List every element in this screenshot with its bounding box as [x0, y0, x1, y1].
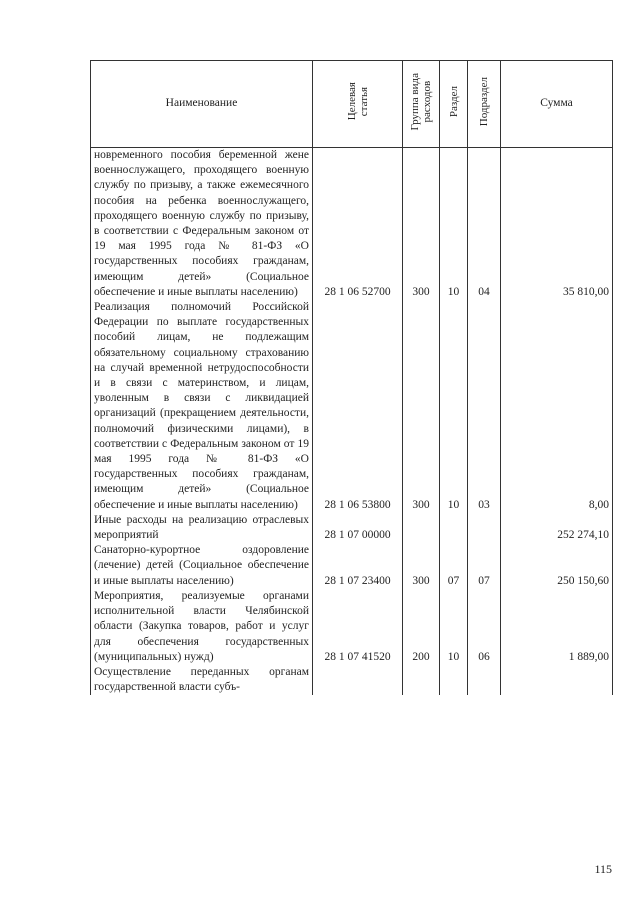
row-group	[403, 513, 440, 543]
row-name: Реализация полномочий Российской Федерации по выплате государственных пособий лицам, не подлежащим обязательному социальному страхованию на случай временной нетрудоспособности и в связи с материнством, и лицам, уволенным в связи с ликвидацией организаций (прекращением деятельности, полномочий физическими лицами), в соответствии с Федеральным законом от 19 мая 1995 года № 81-ФЗ «О государственных пособиях гражданам, имеющим детей» (Социальное обеспечение и иные выплаты населению)	[91, 300, 313, 513]
budget-table	[90, 60, 613, 695]
row-sum: 1 889,00	[501, 589, 613, 665]
row-group: 300	[403, 300, 440, 513]
row-sum: 35 810,00	[501, 148, 613, 301]
header-section: Раздел	[440, 61, 468, 148]
row-article	[313, 665, 403, 695]
row-subsection: 03	[468, 300, 501, 513]
row-group: 300	[403, 543, 440, 589]
row-section	[440, 513, 468, 543]
row-section	[440, 665, 468, 695]
row-section: 10	[440, 148, 468, 301]
header-group: Группа вида расходов	[403, 61, 440, 148]
table-row	[91, 513, 613, 543]
page-number: 115	[594, 862, 612, 876]
row-group	[403, 665, 440, 695]
row-section: 10	[440, 589, 468, 665]
row-subsection: 04	[468, 148, 501, 301]
header-name: Наименование	[91, 61, 313, 148]
header-sum: Сумма	[501, 61, 613, 148]
table-row	[91, 665, 613, 695]
row-subsection	[468, 665, 501, 695]
row-article: 28 1 07 41520	[313, 589, 403, 665]
row-subsection: 07	[468, 543, 501, 589]
row-group: 300	[403, 148, 440, 301]
row-section: 07	[440, 543, 468, 589]
row-name: Иные расходы на реализацию отраслевых мероприятий	[91, 513, 313, 543]
row-article: 28 1 07 23400	[313, 543, 403, 589]
row-section: 10	[440, 300, 468, 513]
row-sum: 250 150,60	[501, 543, 613, 589]
table-header-row	[91, 61, 613, 148]
row-sum	[501, 665, 613, 695]
row-name: Осуществление переданных органам государственной власти субъ-	[91, 665, 313, 695]
row-subsection: 06	[468, 589, 501, 665]
header-subsection: Подраздел	[468, 61, 501, 148]
row-subsection	[468, 513, 501, 543]
header-article: Целевая статья	[313, 61, 403, 148]
table-row	[91, 589, 613, 665]
row-sum: 8,00	[501, 300, 613, 513]
row-name: новременного пособия беременной жене военнослужащего, проходящего военную службу по призыву, а также ежемесячного пособия на ребенка военнослужащего, проходящего военную службу по призыву, в соответствии с Федеральным законом от 19 мая 1995 года № 81-ФЗ «О государственных пособиях гражданам, имеющим детей» (Социальное обеспечение и иные выплаты населению)	[91, 148, 313, 301]
row-article: 28 1 06 53800	[313, 300, 403, 513]
row-article: 28 1 07 00000	[313, 513, 403, 543]
table-row	[91, 543, 613, 589]
row-name: Мероприятия, реализуемые органами исполнительной власти Челябинской области (Закупка товаров, работ и услуг для обеспечения государственных (муниципальных) нужд)	[91, 589, 313, 665]
table-row	[91, 148, 613, 301]
row-sum: 252 274,10	[501, 513, 613, 543]
row-article: 28 1 06 52700	[313, 148, 403, 301]
row-group: 200	[403, 589, 440, 665]
table-row	[91, 300, 613, 513]
row-name: Санаторно-курортное оздоровление (лечение) детей (Социальное обеспечение и иные выплаты населению)	[91, 543, 313, 589]
